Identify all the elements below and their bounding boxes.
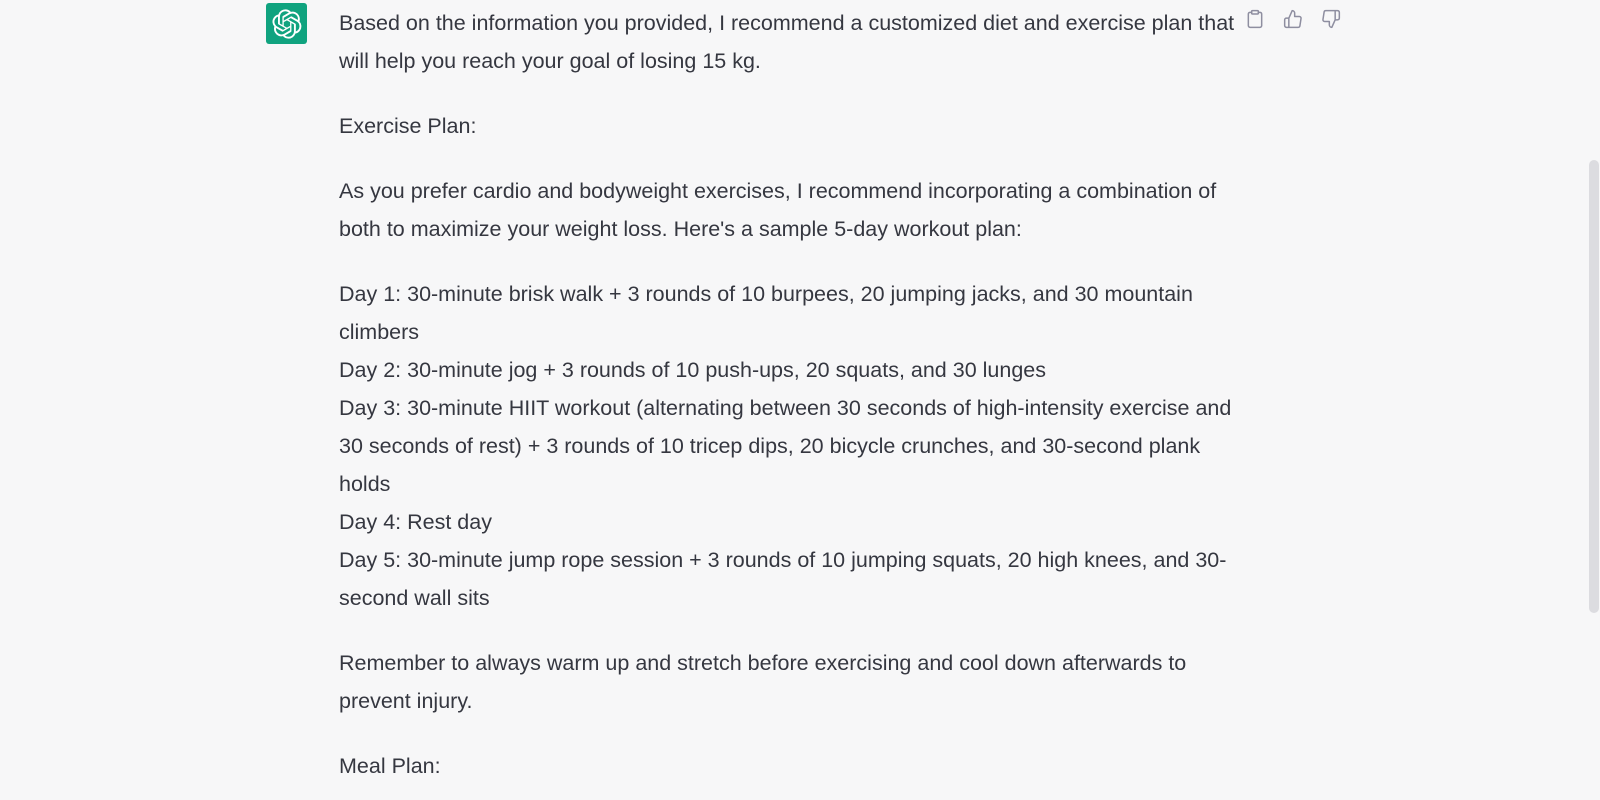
exercise-plan-heading: Exercise Plan: (339, 114, 477, 138)
thumbs-down-button[interactable] (1321, 8, 1341, 30)
scrollbar-thumb[interactable] (1589, 160, 1599, 613)
workout-day-2: Day 2: 30-minute jog + 3 rounds of 10 push-ups, 20 squats, and 30 lunges (339, 358, 1046, 382)
meal-plan-heading: Meal Plan: (339, 754, 441, 778)
scrollbar-track[interactable] (1588, 0, 1600, 800)
workout-day-4: Day 4: Rest day (339, 510, 492, 534)
assistant-avatar (266, 3, 307, 44)
thumbs-up-icon (1283, 9, 1303, 29)
workout-day-list (339, 275, 1239, 617)
message-actions (1245, 8, 1341, 30)
message-intro: Based on the information you provided, I recommend a customized diet and exercise plan that will help you reach your goal of losing 15 kg. (339, 11, 1235, 73)
thumbs-up-button[interactable] (1283, 8, 1303, 30)
clipboard-icon (1245, 9, 1265, 29)
exercise-plan-intro: As you prefer cardio and bodyweight exercises, I recommend incorporating a combination of both to maximize your weight loss. Here's a sample 5-day workout plan: (339, 179, 1217, 241)
openai-logo-icon (272, 9, 302, 39)
workout-day-5: Day 5: 30-minute jump rope session + 3 rounds of 10 jumping squats, 20 high knees, and 30-second wall sits (339, 548, 1227, 610)
assistant-message (339, 4, 1239, 800)
workout-day-3: Day 3: 30-minute HIIT workout (alternating between 30 seconds of high-intensity exercise and 30 seconds of rest) + 3 rounds of 10 tricep dips, 20 bicycle crunches, and 30-second plank holds (339, 396, 1232, 496)
thumbs-down-icon (1321, 9, 1341, 29)
workout-day-1: Day 1: 30-minute brisk walk + 3 rounds of 10 burpees, 20 jumping jacks, and 30 mountain climbers (339, 282, 1193, 344)
safety-reminder: Remember to always warm up and stretch before exercising and cool down afterwards to prevent injury. (339, 651, 1187, 713)
copy-button[interactable] (1245, 8, 1265, 30)
